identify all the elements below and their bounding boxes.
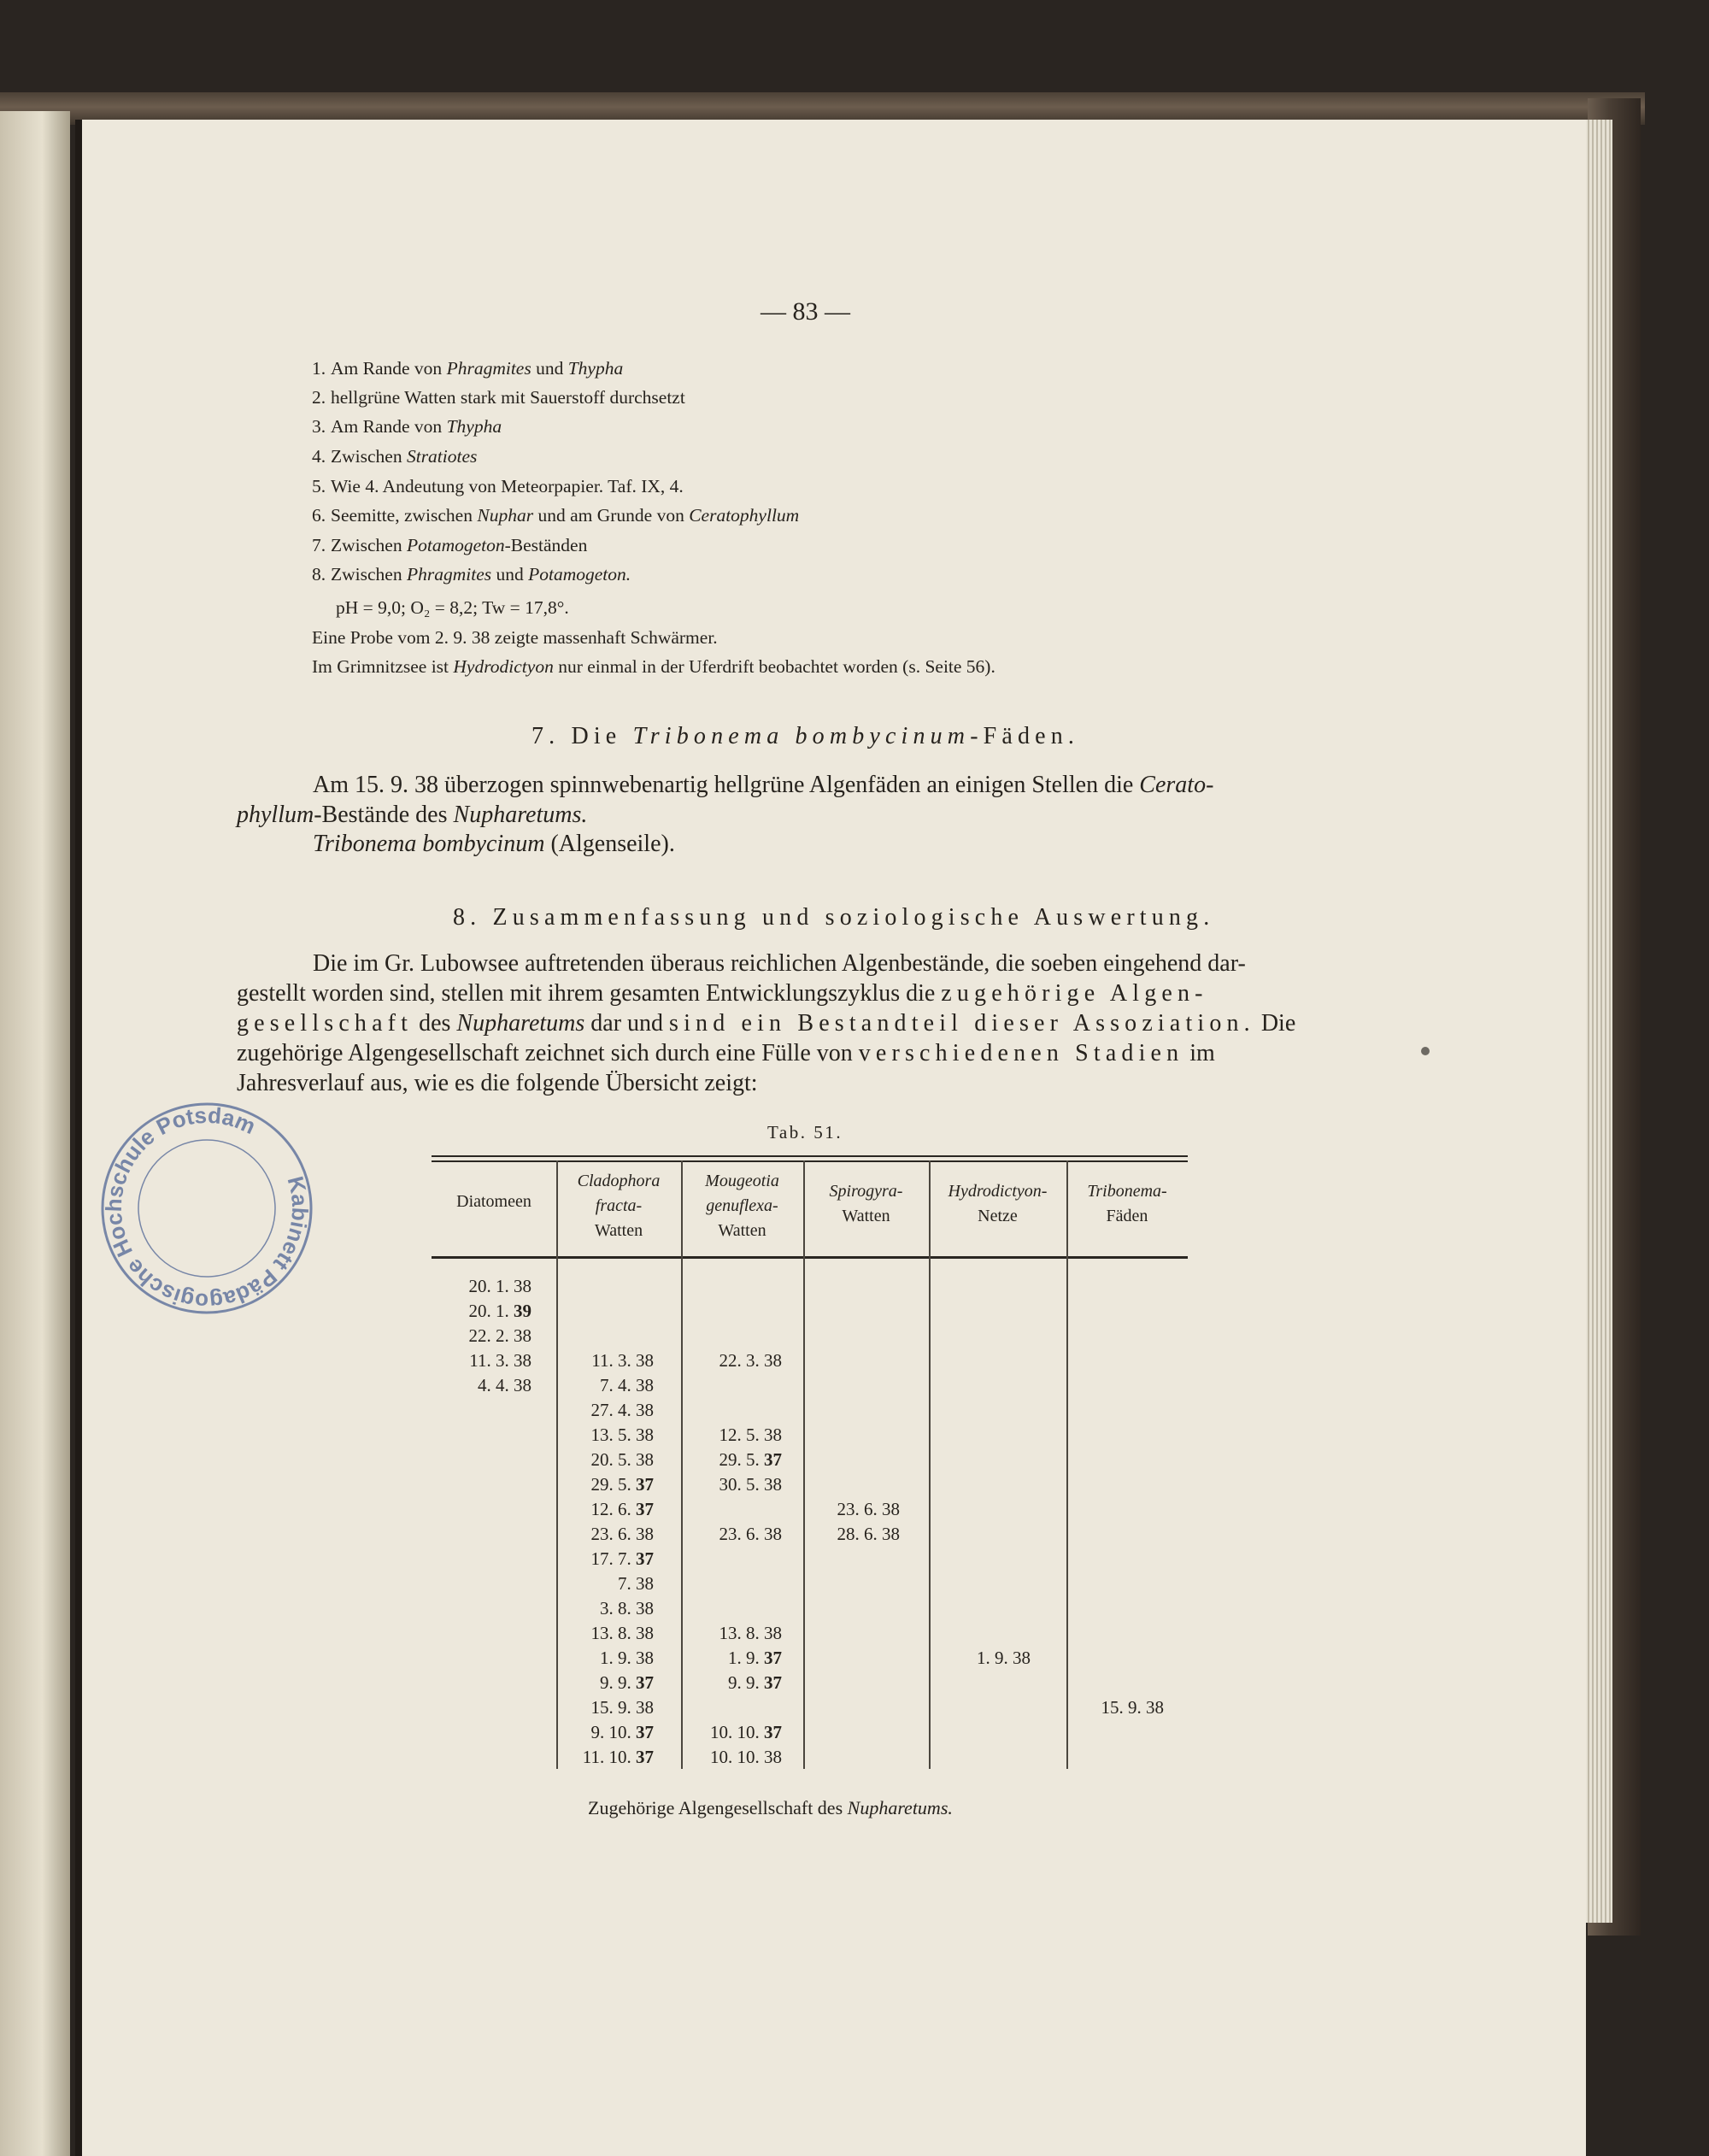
table-top-rule-2 — [432, 1160, 1188, 1162]
table-cell: 23. 6. 38 — [590, 1524, 654, 1544]
table-cell — [1044, 1348, 1164, 1373]
table-header-cell — [1066, 1179, 1188, 1229]
footnote-8 — [312, 560, 1252, 589]
footnote-text: Thypha — [567, 358, 624, 379]
footnote-6 — [312, 501, 1252, 530]
footnote-text: Seemitte, zwischen — [331, 505, 478, 526]
table-cell — [1044, 1324, 1164, 1348]
table-header-cell — [929, 1179, 1066, 1229]
footnote-number: 8. — [312, 564, 326, 585]
header-line: Fäden — [1106, 1207, 1148, 1225]
table-cell: 20. 1. 39 — [468, 1301, 531, 1321]
footnote-7 — [312, 531, 1252, 560]
table-cell: 20. 1. 38 — [468, 1276, 531, 1296]
footnote-text: Phragmites — [446, 358, 531, 379]
footnote-3 — [312, 412, 1252, 441]
table-cell: 27. 4. 38 — [590, 1400, 654, 1420]
table-cell — [780, 1472, 900, 1497]
table-header-cell — [803, 1179, 929, 1229]
footnote-text: Nuphar — [477, 505, 534, 526]
footnote-text: Zwischen — [331, 564, 407, 585]
table-cell — [911, 1522, 1031, 1547]
section-8-text-line-2: gestellt worden sind, stellen mit ihrem gesamten Entwicklungszyklus die zugehörige Algen- — [237, 980, 1208, 1007]
table-cell — [911, 1497, 1031, 1522]
footnote-2 — [312, 383, 1252, 412]
table-cell — [911, 1274, 1031, 1299]
grimnitz-line: Im Grimnitzsee ist Hydrodictyon nur einmal in der Uferdrift beobachtet worden (s. Seite 56). — [312, 656, 995, 677]
footnote-text: -Beständen — [504, 535, 588, 555]
footnote-number: 4. — [312, 446, 326, 467]
footnote-text: Stratiotes — [406, 446, 478, 467]
table-cell — [911, 1324, 1031, 1348]
table-cell: 3. 8. 38 — [600, 1598, 654, 1618]
table-cell: 23. 6. 38 — [719, 1524, 782, 1544]
table-cell: 11. 10. 37 — [582, 1747, 654, 1767]
footnote-number: 2. — [312, 387, 326, 408]
table-cell: 15. 9. 38 — [1101, 1697, 1164, 1718]
table-cell: 22. 3. 38 — [719, 1350, 782, 1371]
table-cell — [662, 1373, 782, 1398]
table-cell — [1044, 1596, 1164, 1621]
table-cell: 9. 9. 37 — [600, 1672, 654, 1693]
page-speck — [1421, 1047, 1430, 1055]
header-line: Hydrodictyon- — [948, 1182, 1048, 1201]
table-caption-bottom: Zugehörige Algengesellschaft des Nupharetums. — [588, 1797, 953, 1818]
table-cell: 29. 5. 37 — [719, 1449, 782, 1470]
table-cell — [911, 1398, 1031, 1423]
table-cell — [1044, 1547, 1164, 1571]
footnote-number: 1. — [312, 358, 326, 379]
header-line: Watten — [842, 1207, 890, 1225]
section-7-heading: 7. Die Tribonema bombycinum-Fäden. — [531, 723, 1080, 749]
table-cell: 7. 38 — [618, 1573, 654, 1594]
table-cell — [662, 1299, 782, 1324]
table-cell — [1044, 1671, 1164, 1695]
table-cell: 28. 6. 38 — [837, 1524, 900, 1544]
footnote-text: Potamogeton. — [528, 564, 631, 585]
table-header-cell — [556, 1169, 681, 1243]
header-line: genuflexa- — [706, 1196, 778, 1215]
footnote-text: Phragmites — [406, 564, 492, 585]
header-line: Tribonema- — [1087, 1182, 1167, 1201]
table-cell: 10. 10. 38 — [710, 1747, 782, 1767]
section-8-heading: 8. Zusammenfassung und soziologische Auswertung. — [453, 904, 1215, 931]
table-cell: 1. 9. 38 — [600, 1648, 654, 1668]
footnote-5 — [312, 472, 1252, 501]
table-cell: 7. 4. 38 — [600, 1375, 654, 1395]
table-cell — [780, 1373, 900, 1398]
facing-page-edge — [0, 111, 70, 2156]
table-cell: 9. 10. 37 — [590, 1722, 654, 1742]
table-cell: 9. 9. 37 — [728, 1672, 782, 1693]
table-cell — [911, 1596, 1031, 1621]
table-cell — [662, 1547, 782, 1571]
footnote-text: und — [491, 564, 529, 585]
section-8-text-line-5: Jahresverlauf aus, wie es die folgende Übersicht zeigt: — [237, 1070, 758, 1096]
table-cell: 17. 7. 37 — [590, 1548, 654, 1569]
table-cell — [780, 1299, 900, 1324]
footnote-text: Potamogeton — [406, 535, 505, 555]
table-cell — [1044, 1621, 1164, 1646]
header-line: Spirogyra- — [829, 1182, 903, 1201]
table-cell — [1044, 1646, 1164, 1671]
table-cell — [911, 1547, 1031, 1571]
table-cell: 1. 9. 37 — [728, 1648, 782, 1668]
table-cell — [662, 1571, 782, 1596]
footnote-text: Zwischen — [331, 446, 407, 467]
header-line: Watten — [594, 1221, 643, 1240]
table-cell: 10. 10. 37 — [710, 1722, 782, 1742]
table-cell — [1044, 1472, 1164, 1497]
table-cell — [911, 1373, 1031, 1398]
table-header-cell — [681, 1169, 803, 1243]
table-cell: 1. 9. 38 — [977, 1648, 1031, 1668]
table-cell — [662, 1324, 782, 1348]
table-cell — [911, 1299, 1031, 1324]
table-column — [412, 1274, 531, 1398]
table-cell — [534, 1324, 654, 1348]
table-column — [780, 1274, 900, 1547]
section-8-text-line-3: gesellschaft des Nupharetums dar und sind ein Bestandteil dieser Assoziation. Die — [237, 1010, 1296, 1037]
table-column — [1044, 1274, 1164, 1720]
section-7-text-line-3: Tribonema bombycinum (Algenseile). — [313, 831, 675, 857]
table-cell — [1044, 1522, 1164, 1547]
table-cell — [911, 1348, 1031, 1373]
table-caption-top: Tab. 51. — [767, 1122, 843, 1143]
header-line: Mougeotia — [705, 1172, 779, 1190]
table-cell — [1044, 1274, 1164, 1299]
footnote-text: und — [531, 358, 568, 379]
table-top-rule — [432, 1155, 1188, 1157]
table-cell: 13. 5. 38 — [590, 1425, 654, 1445]
header-line: Watten — [718, 1221, 766, 1240]
table-cell: 15. 9. 38 — [590, 1697, 654, 1718]
table-column — [911, 1274, 1031, 1671]
svg-text:Kabinett Pädagogische Hochschu — [92, 1094, 321, 1323]
table-cell: 4. 4. 38 — [478, 1375, 531, 1395]
table-cell: 13. 8. 38 — [590, 1623, 654, 1643]
section-7-text-line-1: Am 15. 9. 38 überzogen spinnwebenartig hellgrüne Algenfäden an einigen Stellen die Cerato- — [313, 772, 1214, 798]
footnote-text: Am Rande von — [331, 358, 447, 379]
footnote-text: Am Rande von — [331, 416, 447, 437]
table-cell — [1044, 1299, 1164, 1324]
table-cell — [911, 1472, 1031, 1497]
table-cell: 23. 6. 38 — [837, 1499, 900, 1519]
table-cell — [780, 1274, 900, 1299]
footnote-number: 3. — [312, 416, 326, 437]
table-header-rule — [432, 1256, 1188, 1259]
table-cell — [1044, 1448, 1164, 1472]
table-cell: 11. 3. 38 — [591, 1350, 654, 1371]
footnote-text: Zwischen — [331, 535, 407, 555]
table-cell — [662, 1596, 782, 1621]
table-cell — [1044, 1497, 1164, 1522]
footnote-number: 5. — [312, 476, 326, 496]
table-cell — [1044, 1571, 1164, 1596]
table-cell: 22. 2. 38 — [468, 1325, 531, 1346]
table-cell — [1044, 1373, 1164, 1398]
ph-values-line: pH = 9,0; O₂ = 8,2; Tw = 17,8°. — [336, 597, 569, 618]
footnote-text: Wie 4. Andeutung von Meteorpapier. Taf. IX, 4. — [331, 476, 684, 496]
section-8-text-line-4: zugehörige Algengesellschaft zeichnet sich durch eine Fülle von verschiedenen Stadien im — [237, 1040, 1215, 1066]
table-cell: 20. 5. 38 — [590, 1449, 654, 1470]
table-cell — [534, 1274, 654, 1299]
footnote-text: hellgrüne Watten stark mit Sauerstoff durchsetzt — [331, 387, 685, 408]
library-stamp — [92, 1094, 321, 1323]
table-cell — [780, 1324, 900, 1348]
header-line: Cladophora — [577, 1172, 661, 1190]
footnote-number: 6. — [312, 505, 326, 526]
table-cell: 30. 5. 38 — [719, 1474, 782, 1495]
table-cell — [780, 1348, 900, 1373]
table-cell: 29. 5. 37 — [590, 1474, 654, 1495]
table-cell — [780, 1448, 900, 1472]
table-cell — [662, 1497, 782, 1522]
section-7-text-line-2: phyllum-Bestände des Nupharetums. — [237, 802, 588, 828]
table-cell — [662, 1398, 782, 1423]
header-line: fracta- — [595, 1196, 643, 1215]
table-cell — [662, 1695, 782, 1720]
table-cell: 13. 8. 38 — [719, 1623, 782, 1643]
footnote-number: 7. — [312, 535, 326, 555]
table-cell — [911, 1571, 1031, 1596]
table-cell — [911, 1448, 1031, 1472]
table-cell — [1044, 1423, 1164, 1448]
table-column — [534, 1274, 654, 1770]
table-header-cell — [432, 1190, 556, 1214]
header-line: Diatomeen — [456, 1192, 531, 1211]
stamp-text: Kabinett Pädagogische Hochschule Potsdam — [100, 1101, 314, 1315]
table-cell: 12. 5. 38 — [719, 1425, 782, 1445]
table-cell: 11. 3. 38 — [469, 1350, 531, 1371]
table-cell — [780, 1423, 900, 1448]
table-cell — [911, 1621, 1031, 1646]
footnote-text: Ceratophyllum — [689, 505, 800, 526]
footnote-text: und am Grunde von — [533, 505, 690, 526]
page-number: — 83 — — [761, 297, 850, 326]
footnote-text: Thypha — [446, 416, 502, 437]
footnote-1 — [312, 354, 1252, 383]
table-cell — [662, 1274, 782, 1299]
table-column — [662, 1274, 782, 1770]
probe-line: Eine Probe vom 2. 9. 38 zeigte massenhaft Schwärmer. — [312, 627, 718, 648]
footnote-4 — [312, 442, 1252, 471]
section-8-text-line-1: Die im Gr. Lubowsee auftretenden überaus reichlichen Algenbestände, die soeben eingehend dar- — [313, 950, 1246, 977]
header-line: Netze — [978, 1207, 1018, 1225]
table-cell — [911, 1423, 1031, 1448]
table-cell — [780, 1398, 900, 1423]
table-cell: 12. 6. 37 — [590, 1499, 654, 1519]
table-cell — [534, 1299, 654, 1324]
table-cell — [1044, 1398, 1164, 1423]
